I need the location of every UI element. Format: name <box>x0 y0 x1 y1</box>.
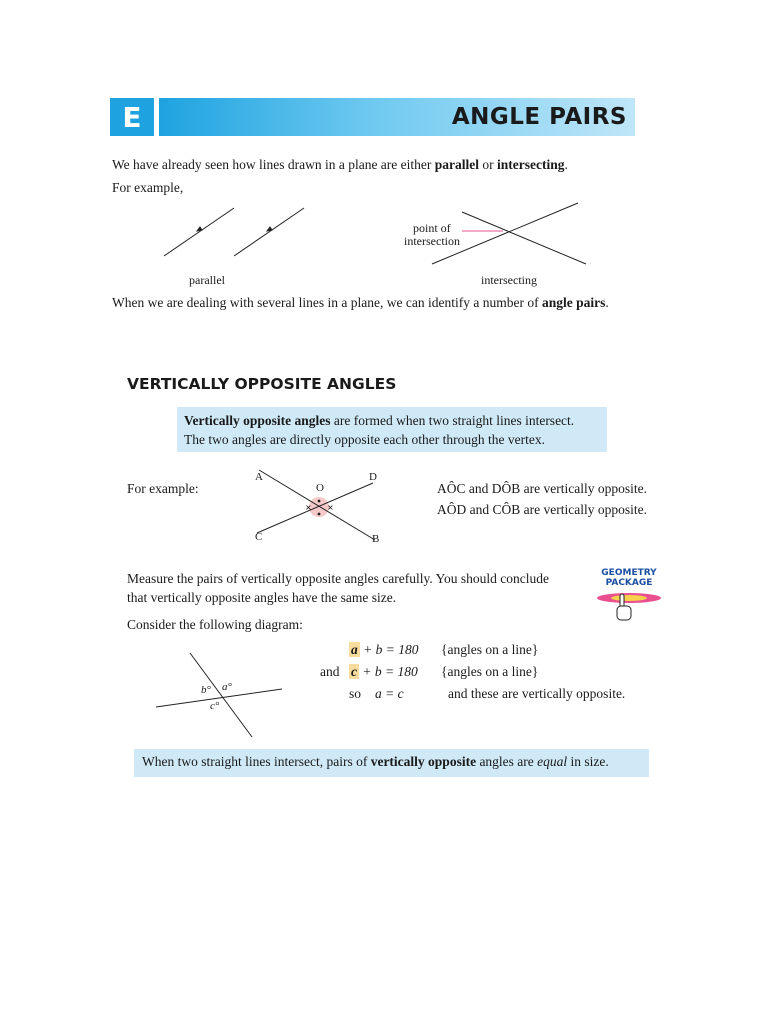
equation-1-reason: {angles on a line} <box>441 642 539 657</box>
rule-box: When two straight lines intersect, pairs of vertically opposite angles are equal in size. <box>134 749 649 777</box>
intersecting-line-1 <box>462 212 586 264</box>
point-b: B <box>372 533 380 545</box>
definition-line-1: Vertically opposite angles are formed when two straight lines intersect. <box>184 413 575 428</box>
point-a: A <box>255 471 263 483</box>
parallel-line-1 <box>164 208 234 256</box>
parallel-line-2 <box>234 208 304 256</box>
angle-b-label: b° <box>201 684 211 696</box>
geometry-package-line-1: GEOMETRY <box>601 568 657 578</box>
geometry-package-line-2: PACKAGE <box>605 578 653 588</box>
angle-mark-left: × <box>305 503 312 512</box>
equation-2-reason: {angles on a line} <box>441 664 539 679</box>
angle-mark-bottom <box>318 513 321 516</box>
equation-2: c + b = 180 <box>351 664 418 679</box>
intro-line-2: For example, <box>112 180 184 195</box>
section-title-bar <box>159 98 635 136</box>
line-cd <box>257 483 373 533</box>
angle-diagram <box>150 645 290 745</box>
equation-3-reason: and these are vertically opposite. <box>448 686 626 701</box>
angle-mark-top <box>318 500 321 503</box>
intro-line-3: When we are dealing with several lines in a plane, we can identify a number of angle pairs. <box>112 295 609 310</box>
definition-box <box>177 407 607 452</box>
equation-3: a = c <box>375 686 404 701</box>
parallel-arrow-2 <box>267 227 272 231</box>
label-intersection: intersection <box>404 234 460 248</box>
equation-1: a + b = 180 <box>351 642 419 657</box>
so-label: so <box>349 686 362 701</box>
subsection-heading: VERTICALLY OPPOSITE ANGLES <box>127 375 397 393</box>
point-c: C <box>255 531 263 543</box>
pointing-hand-icon <box>596 588 662 632</box>
and-label: and <box>320 664 340 679</box>
measure-line-2: that vertically opposite angles have the same size. <box>127 590 397 605</box>
definition-line-2: The two angles are directly opposite each other through the vertex. <box>184 432 545 447</box>
measure-line-1: Measure the pairs of vertically opposite angles carefully. You should conclude <box>127 571 550 586</box>
label-intersecting: intersecting <box>481 273 537 287</box>
line-ab <box>259 470 375 540</box>
label-point-of: point of <box>413 221 451 235</box>
label-parallel: parallel <box>189 273 225 287</box>
for-example-label: For example: <box>127 481 199 496</box>
point-d: D <box>369 471 377 483</box>
parallel-lines <box>164 208 304 256</box>
angle-c-label: c° <box>210 700 220 712</box>
statement-2: AÔD and CÔB are vertically opposite. <box>437 502 647 517</box>
intro-line-1: We have already seen how lines drawn in a plane are either parallel or intersecting. <box>112 157 568 172</box>
parallel-arrow-1 <box>197 227 202 231</box>
angle-a-label: a° <box>222 681 232 693</box>
geometry-package-icon[interactable] <box>596 568 662 634</box>
point-o: O <box>316 482 324 494</box>
consider-line: Consider the following diagram: <box>127 617 303 632</box>
section-letter: E <box>110 98 154 136</box>
angle-mark-right: × <box>327 503 334 512</box>
statement-1: AÔC and DÔB are vertically opposite. <box>437 481 647 496</box>
section-title: ANGLE PAIRS <box>451 104 627 130</box>
